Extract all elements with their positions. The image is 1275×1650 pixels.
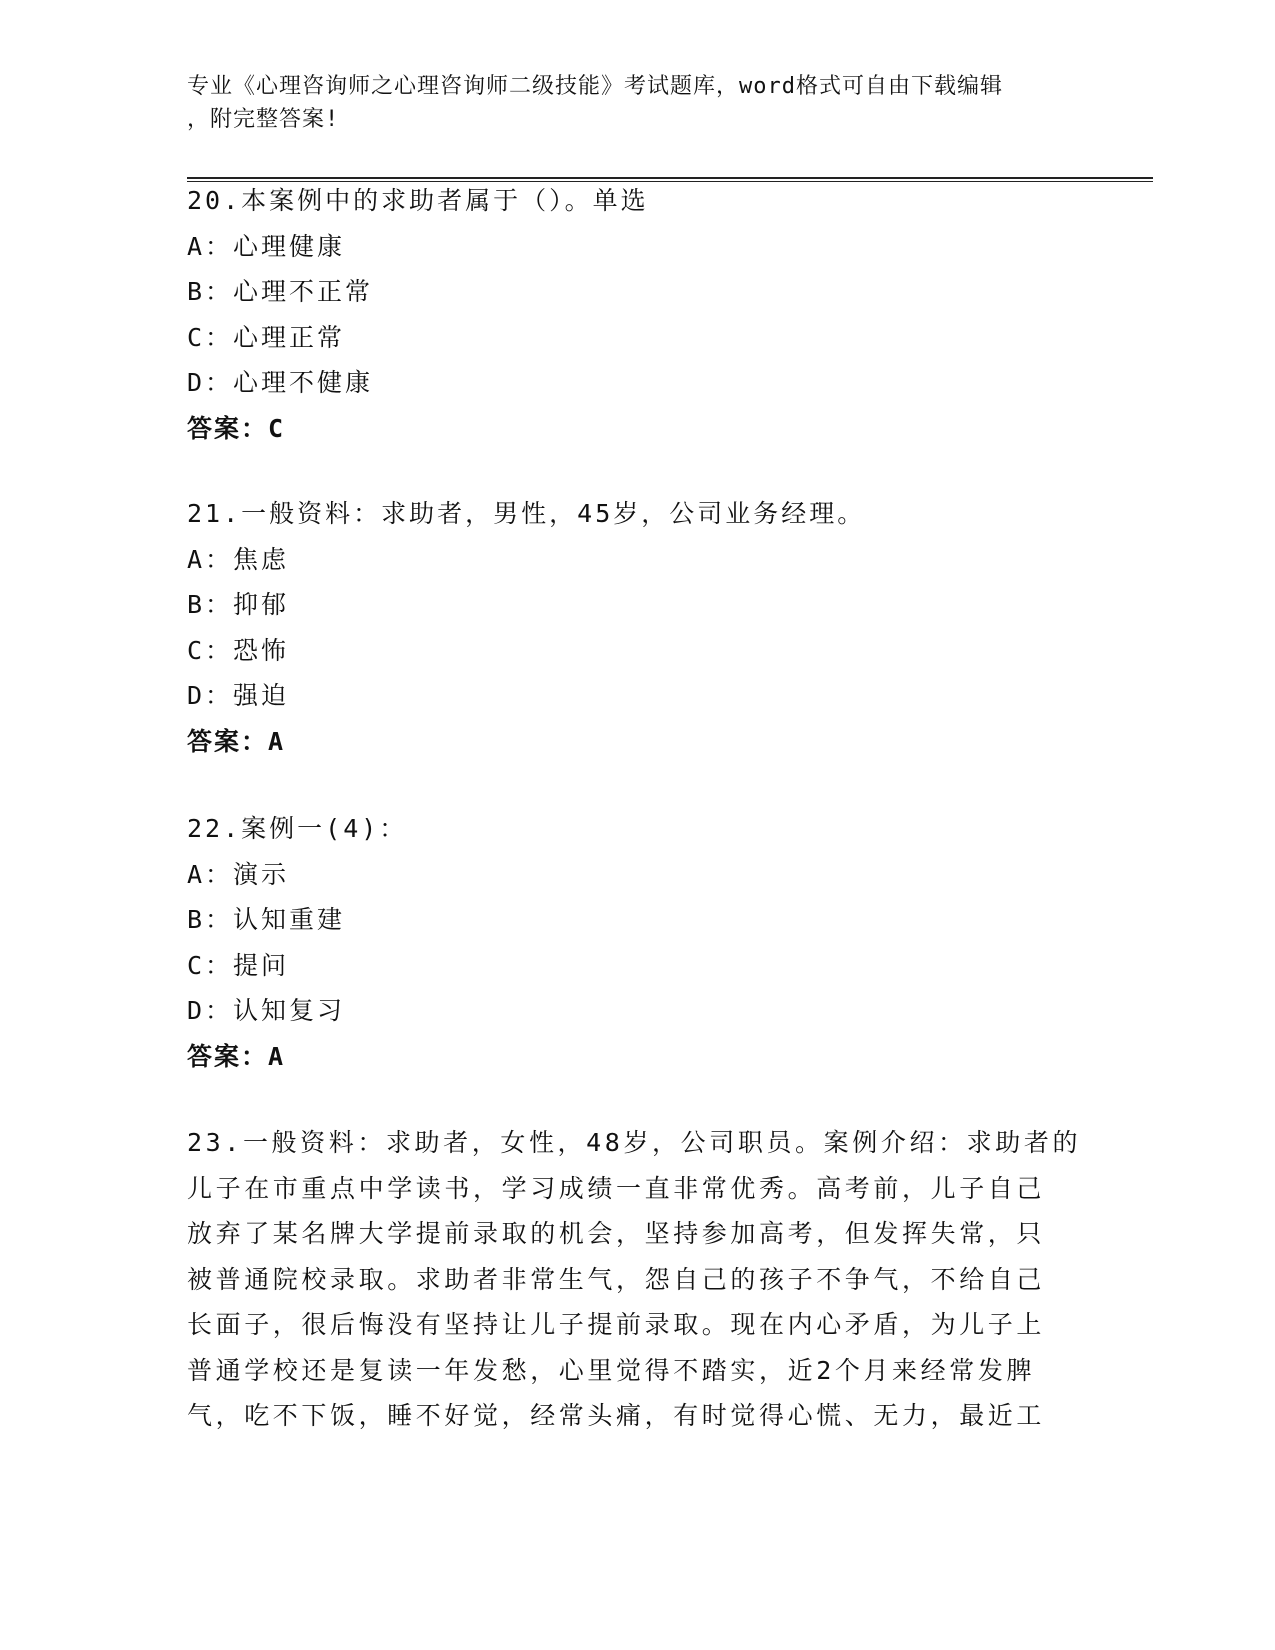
question-stem: 20.本案例中的求助者属于（）。单选 [187, 186, 649, 215]
question-stem: 22.案例一(4)： [187, 814, 408, 843]
option-b: B：抑郁 [187, 590, 290, 619]
option-a: A：心理健康 [187, 231, 346, 261]
question-stem-line: 普通学校还是复读一年发愁，心里觉得不踏实，近2个月来经常发脾 [187, 1355, 1036, 1385]
question-23 [187, 1120, 1082, 1439]
option-c: C：恐怖 [187, 635, 290, 665]
question-21 [187, 491, 1087, 764]
question-20 [187, 178, 1087, 451]
option-c: C：提问 [187, 950, 290, 980]
document-header [187, 70, 1067, 136]
question-stem-line: 23.一般资料：求助者，女性，48岁，公司职员。案例介绍：求助者的 [187, 1128, 1082, 1157]
option-c: C：心理正常 [187, 322, 346, 352]
option-d: D：强迫 [187, 681, 290, 710]
question-22 [187, 806, 1087, 1079]
question-stem-line: 儿子在市重点中学读书，学习成绩一直非常优秀。高考前，儿子自己 [187, 1173, 1046, 1203]
question-stem-line: 气，吃不下饭，睡不好觉，经常头痛，有时觉得心慌、无力，最近工 [187, 1401, 1046, 1430]
option-b: B：认知重建 [187, 905, 346, 934]
option-a: A：演示 [187, 859, 290, 889]
question-stem: 21.一般资料：求助者，男性，45岁，公司业务经理。 [187, 499, 866, 528]
answer-text: 答案：C [187, 413, 286, 443]
header-line-1: 专业《心理咨询师之心理咨询师二级技能》考试题库，word格式可自由下载编辑 [187, 74, 1003, 99]
question-stem-line: 放弃了某名牌大学提前录取的机会，坚持参加高考，但发挥失常，只 [187, 1219, 1046, 1248]
option-d: D：认知复习 [187, 996, 346, 1025]
question-stem-line: 长面子，很后悔没有坚持让儿子提前录取。现在内心矛盾，为儿子上 [187, 1310, 1046, 1339]
question-stem-line: 被普通院校录取。求助者非常生气，怨自己的孩子不争气，不给自己 [187, 1264, 1046, 1294]
header-line-2: ，附完整答案! [187, 107, 340, 132]
option-d: D：心理不健康 [187, 368, 374, 397]
answer-text: 答案：A [187, 726, 286, 756]
option-a: A：焦虑 [187, 544, 290, 574]
option-b: B：心理不正常 [187, 277, 374, 306]
answer-text: 答案：A [187, 1041, 286, 1071]
